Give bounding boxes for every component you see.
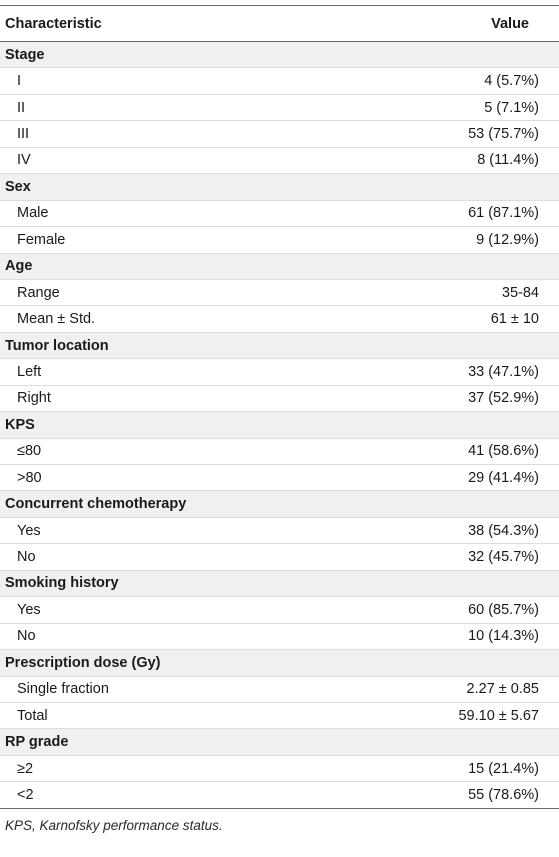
row-value: 32 (45.7%) (291, 544, 559, 570)
section-title: Age (0, 253, 559, 279)
row-label: I (0, 68, 291, 94)
row-value: 59.10 ± 5.67 (291, 702, 559, 728)
table-row (0, 597, 559, 623)
row-value: 10 (14.3%) (291, 623, 559, 649)
section-row (0, 570, 559, 596)
section-row (0, 253, 559, 279)
row-value: 35-84 (291, 279, 559, 305)
section-title: Stage (0, 42, 559, 68)
row-value: 29 (41.4%) (291, 465, 559, 491)
row-value: 61 ± 10 (291, 306, 559, 332)
section-title: Sex (0, 174, 559, 200)
table-row (0, 200, 559, 226)
table-row (0, 121, 559, 147)
header-characteristic: Characteristic (0, 6, 291, 42)
row-value: 38 (54.3%) (291, 517, 559, 543)
table-row (0, 147, 559, 173)
row-value: 4 (5.7%) (291, 68, 559, 94)
table-row (0, 465, 559, 491)
section-row (0, 491, 559, 517)
row-value: 5 (7.1%) (291, 94, 559, 120)
table-row (0, 623, 559, 649)
row-value: 8 (11.4%) (291, 147, 559, 173)
row-label: Right (0, 385, 291, 411)
characteristics-table (0, 5, 559, 809)
section-row (0, 174, 559, 200)
table-footnote: KPS, Karnofsky performance status. (5, 817, 223, 833)
row-value: 33 (47.1%) (291, 359, 559, 385)
row-value: 2.27 ± 0.85 (291, 676, 559, 702)
table-row (0, 517, 559, 543)
section-title: KPS (0, 412, 559, 438)
section-row (0, 650, 559, 676)
table-row (0, 782, 559, 808)
row-label: >80 (0, 465, 291, 491)
row-value: 37 (52.9%) (291, 385, 559, 411)
row-label: IV (0, 147, 291, 173)
table-header (0, 6, 559, 42)
row-label: Single fraction (0, 676, 291, 702)
row-label: Yes (0, 517, 291, 543)
table-row (0, 68, 559, 94)
table-row (0, 279, 559, 305)
row-value: 55 (78.6%) (291, 782, 559, 808)
row-label: Total (0, 702, 291, 728)
table-row (0, 94, 559, 120)
table-header-row (0, 6, 559, 42)
table-row (0, 755, 559, 781)
section-title: RP grade (0, 729, 559, 755)
row-label: Yes (0, 597, 291, 623)
row-label: III (0, 121, 291, 147)
section-row (0, 412, 559, 438)
table-row (0, 702, 559, 728)
header-value: Value (291, 6, 559, 42)
row-value: 41 (58.6%) (291, 438, 559, 464)
row-value: 61 (87.1%) (291, 200, 559, 226)
section-row (0, 729, 559, 755)
section-title: Prescription dose (Gy) (0, 650, 559, 676)
section-row (0, 332, 559, 358)
row-value: 15 (21.4%) (291, 755, 559, 781)
section-row (0, 42, 559, 68)
section-title: Concurrent chemotherapy (0, 491, 559, 517)
table-row (0, 306, 559, 332)
table-row (0, 385, 559, 411)
row-label: Left (0, 359, 291, 385)
row-label: ≤80 (0, 438, 291, 464)
row-value: 60 (85.7%) (291, 597, 559, 623)
row-label: Range (0, 279, 291, 305)
row-label: No (0, 544, 291, 570)
table-row (0, 227, 559, 253)
section-title: Smoking history (0, 570, 559, 596)
table-row (0, 676, 559, 702)
row-label: Male (0, 200, 291, 226)
row-value: 9 (12.9%) (291, 227, 559, 253)
row-label: ≥2 (0, 755, 291, 781)
table-row (0, 544, 559, 570)
section-title: Tumor location (0, 332, 559, 358)
row-label: Female (0, 227, 291, 253)
row-label: II (0, 94, 291, 120)
table-body (0, 42, 559, 809)
row-label: Mean ± Std. (0, 306, 291, 332)
table-row (0, 359, 559, 385)
row-label: No (0, 623, 291, 649)
table-row (0, 438, 559, 464)
row-label: <2 (0, 782, 291, 808)
row-value: 53 (75.7%) (291, 121, 559, 147)
